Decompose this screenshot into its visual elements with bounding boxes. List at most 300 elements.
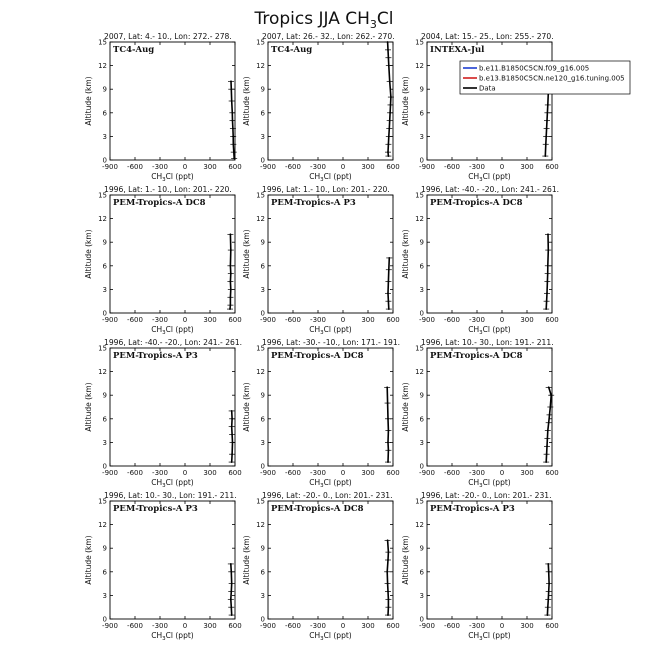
panel-title: 1996, Lat: 10.- 30., Lon: 191.- 211.: [104, 491, 237, 500]
x-tick-label: -300: [469, 316, 485, 324]
x-tick-label: -300: [152, 163, 168, 171]
plot-frame: [268, 348, 393, 466]
y-tick-label: 9: [260, 544, 265, 553]
y-tick-label: 0: [419, 309, 424, 318]
y-axis-label: Altitude (km): [84, 535, 93, 585]
panel-title: 2004, Lat: 15.- 25., Lon: 255.- 270.: [421, 32, 554, 41]
y-tick-label: 15: [415, 344, 424, 353]
chart-panel-9: [401, 338, 559, 489]
data-point: [547, 563, 549, 565]
data-point: [548, 571, 550, 573]
x-tick-label: -600: [285, 163, 301, 171]
x-axis-label: $CH_3Cl$ (ppt): [468, 172, 511, 183]
plot-frame: [427, 501, 552, 619]
x-tick-label: 300: [361, 163, 375, 171]
chart-panel-10: [84, 491, 242, 642]
data-point: [233, 151, 235, 153]
y-tick-label: 6: [260, 568, 265, 577]
data-point: [387, 442, 389, 444]
x-tick-label: -300: [310, 163, 326, 171]
data-point: [230, 563, 232, 565]
y-tick-label: 15: [98, 344, 107, 353]
y-tick-label: 0: [419, 615, 424, 624]
x-tick-label: 300: [203, 469, 217, 477]
legend-label: b.e11.B1850C5CN.f09_g16.005: [479, 64, 590, 73]
y-tick-label: 3: [260, 438, 265, 447]
data-point: [388, 257, 390, 259]
data-point: [547, 273, 549, 275]
x-tick-label: -600: [127, 469, 143, 477]
legend-label: Data: [479, 84, 496, 93]
data-point: [232, 442, 234, 444]
data-point: [550, 394, 552, 396]
panel-title: 1996, Lat: -40.- -20., Lon: 241.- 261.: [421, 185, 560, 194]
data-point: [546, 120, 548, 122]
data-point: [231, 583, 233, 585]
x-tick-label: 300: [520, 163, 534, 171]
x-tick-label: -900: [260, 469, 276, 477]
y-tick-label: 3: [419, 132, 424, 141]
y-tick-label: 15: [415, 497, 424, 506]
y-tick-label: 9: [419, 544, 424, 553]
campaign-label: PEM-Tropics-A DC8: [271, 504, 364, 514]
campaign-label: PEM-Tropics-A DC8: [113, 198, 206, 208]
x-tick-label: -300: [310, 316, 326, 324]
y-tick-label: 3: [260, 285, 265, 294]
y-tick-label: 3: [102, 285, 107, 294]
x-tick-label: 0: [182, 622, 188, 630]
x-tick-label: -300: [310, 622, 326, 630]
x-tick-label: 300: [520, 469, 534, 477]
panel-title: 1996, Lat: -20.- 0., Lon: 201.- 231.: [421, 491, 552, 500]
data-point: [231, 426, 233, 428]
y-tick-label: 0: [260, 156, 265, 165]
legend-label: b.e13.B1850C5CN.ne120_g16.tuning.005: [479, 74, 625, 83]
x-axis-label: $CH_3Cl$ (ppt): [309, 631, 352, 642]
y-axis-label: Altitude (km): [84, 229, 93, 279]
y-tick-label: 12: [256, 521, 265, 530]
y-tick-label: 15: [256, 497, 265, 506]
x-axis-label: $CH_3Cl$ (ppt): [468, 478, 511, 489]
data-point: [547, 281, 549, 283]
y-axis-label: Altitude (km): [401, 229, 410, 279]
x-tick-label: 300: [520, 622, 534, 630]
y-tick-label: 0: [102, 309, 107, 318]
data-point: [546, 300, 548, 302]
x-tick-label: 600: [228, 469, 242, 477]
y-tick-label: 3: [102, 132, 107, 141]
panel-title: 1996, Lat: 10.- 30., Lon: 191.- 211.: [421, 338, 554, 347]
y-tick-label: 6: [260, 109, 265, 118]
data-point: [548, 422, 550, 424]
x-tick-label: 600: [386, 163, 400, 171]
plot-frame: [268, 42, 393, 160]
y-tick-label: 3: [102, 438, 107, 447]
data-point: [232, 143, 234, 145]
data-point: [230, 598, 232, 600]
x-tick-label: -600: [285, 622, 301, 630]
data-point: [231, 434, 233, 436]
plot-frame: [427, 195, 552, 313]
data-point: [546, 445, 548, 447]
y-tick-label: 9: [102, 238, 107, 247]
data-point: [549, 414, 551, 416]
x-tick-label: 300: [361, 316, 375, 324]
x-tick-label: 600: [545, 316, 559, 324]
chart-panel-8: [242, 338, 400, 489]
campaign-label: PEM-Tropics-A DC8: [430, 198, 523, 208]
y-tick-label: 12: [415, 215, 424, 224]
data-point: [232, 120, 234, 122]
x-tick-label: 0: [499, 163, 505, 171]
x-tick-label: 300: [361, 622, 375, 630]
data-point: [230, 591, 232, 593]
y-tick-label: 0: [419, 462, 424, 471]
data-point: [547, 614, 549, 616]
y-tick-label: 15: [256, 38, 265, 47]
data-point: [548, 591, 550, 593]
data-point: [387, 49, 389, 51]
y-tick-label: 12: [98, 62, 107, 71]
data-point: [387, 292, 389, 294]
chart-panel-7: [84, 338, 242, 489]
y-tick-label: 3: [260, 132, 265, 141]
campaign-label: TC4-Aug: [113, 45, 155, 55]
legend: [460, 61, 630, 94]
x-tick-label: 600: [545, 469, 559, 477]
y-tick-label: 6: [102, 568, 107, 577]
x-tick-label: -300: [152, 469, 168, 477]
campaign-label: TC4-Aug: [271, 45, 313, 55]
data-point: [547, 112, 549, 114]
x-tick-label: 0: [340, 622, 346, 630]
plot-frame: [110, 348, 235, 466]
data-point: [387, 461, 389, 463]
plot-frame: [268, 501, 393, 619]
x-axis-label: $CH_3Cl$ (ppt): [151, 172, 194, 183]
chart-panel-5: [242, 185, 400, 336]
y-tick-label: 12: [415, 368, 424, 377]
y-tick-label: 9: [419, 238, 424, 247]
data-point: [229, 308, 231, 310]
data-point: [388, 598, 390, 600]
y-tick-label: 15: [256, 344, 265, 353]
x-axis-label: $CH_3Cl$ (ppt): [151, 631, 194, 642]
x-tick-label: -900: [419, 316, 435, 324]
data-point: [388, 300, 390, 302]
x-tick-label: 600: [545, 622, 559, 630]
x-tick-label: 600: [228, 622, 242, 630]
y-tick-label: 12: [256, 215, 265, 224]
panel-grid: [84, 32, 559, 642]
panel-title: 1996, Lat: 1.- 10., Lon: 201.- 220.: [104, 185, 232, 194]
y-tick-label: 12: [256, 368, 265, 377]
x-tick-label: 300: [520, 316, 534, 324]
x-tick-label: 0: [182, 163, 188, 171]
data-point: [231, 100, 233, 102]
y-tick-label: 9: [260, 391, 265, 400]
data-point: [388, 606, 390, 608]
y-tick-label: 0: [260, 309, 265, 318]
x-tick-label: 0: [340, 469, 346, 477]
data-point: [232, 128, 234, 130]
y-tick-label: 0: [419, 156, 424, 165]
y-tick-label: 9: [102, 85, 107, 94]
campaign-label: PEM-Tropics-A P3: [430, 504, 515, 514]
panel-title: 1996, Lat: 1.- 10., Lon: 201.- 220.: [262, 185, 390, 194]
y-tick-label: 3: [419, 438, 424, 447]
data-point: [547, 598, 549, 600]
data-point: [388, 65, 390, 67]
data-point: [545, 461, 547, 463]
chart-panel-2: [242, 32, 400, 183]
data-point: [231, 410, 233, 412]
x-tick-label: -900: [419, 622, 435, 630]
y-tick-label: 0: [102, 156, 107, 165]
y-axis-label: Altitude (km): [242, 535, 251, 585]
x-tick-label: -600: [127, 622, 143, 630]
data-point: [232, 136, 234, 138]
x-tick-label: -900: [260, 163, 276, 171]
y-tick-label: 15: [415, 38, 424, 47]
y-tick-label: 15: [415, 191, 424, 200]
data-profile-line: [388, 42, 391, 156]
x-tick-label: 300: [203, 622, 217, 630]
y-tick-label: 3: [419, 591, 424, 600]
y-tick-label: 6: [102, 415, 107, 424]
data-point: [388, 269, 390, 271]
data-point: [548, 386, 550, 388]
chart-panel-6: [401, 185, 559, 336]
data-profile-line: [546, 387, 551, 462]
y-axis-label: Altitude (km): [242, 229, 251, 279]
plot-frame: [427, 42, 552, 160]
plot-frame: [268, 195, 393, 313]
x-tick-label: 600: [545, 163, 559, 171]
data-point: [546, 292, 548, 294]
x-axis-label: $CH_3Cl$ (ppt): [309, 325, 352, 336]
x-tick-label: -900: [102, 316, 118, 324]
panel-title: 1996, Lat: -40.- -20., Lon: 241.- 261.: [104, 338, 243, 347]
chart-panel-1: [84, 32, 242, 183]
data-point: [230, 571, 232, 573]
y-tick-label: 6: [102, 109, 107, 118]
chart-panel-11: [242, 491, 400, 642]
y-tick-label: 12: [98, 368, 107, 377]
plot-frame: [110, 501, 235, 619]
data-point: [230, 273, 232, 275]
data-point: [390, 104, 392, 106]
data-point: [545, 143, 547, 145]
x-axis-label: $CH_3Cl$ (ppt): [151, 478, 194, 489]
y-tick-label: 15: [98, 38, 107, 47]
data-point: [386, 571, 388, 573]
x-axis-label: $CH_3Cl$ (ppt): [468, 325, 511, 336]
data-point: [547, 104, 549, 106]
x-tick-label: 600: [228, 316, 242, 324]
data-point: [233, 158, 235, 160]
data-point: [230, 289, 232, 291]
figure-title: Tropics JJA $CH_3Cl$: [254, 9, 394, 31]
y-tick-label: 12: [415, 521, 424, 530]
y-axis-label: Altitude (km): [84, 382, 93, 432]
x-axis-label: $CH_3Cl$ (ppt): [309, 172, 352, 183]
x-tick-label: 0: [340, 163, 346, 171]
x-tick-label: 600: [386, 316, 400, 324]
x-axis-label: $CH_3Cl$ (ppt): [151, 325, 194, 336]
y-tick-label: 3: [260, 591, 265, 600]
data-point: [389, 112, 391, 114]
data-point: [547, 430, 549, 432]
y-tick-label: 15: [98, 497, 107, 506]
x-tick-label: -600: [444, 469, 460, 477]
y-tick-label: 15: [98, 191, 107, 200]
data-point: [546, 128, 548, 130]
data-point: [231, 453, 233, 455]
y-tick-label: 9: [419, 391, 424, 400]
y-tick-label: 9: [260, 85, 265, 94]
x-tick-label: 600: [386, 622, 400, 630]
x-tick-label: -300: [152, 622, 168, 630]
y-axis-label: Altitude (km): [242, 76, 251, 126]
data-point: [544, 155, 546, 157]
chart-panel-3: [401, 32, 559, 183]
x-axis-label: $CH_3Cl$ (ppt): [309, 478, 352, 489]
panel-title: 1996, Lat: -30.- -10., Lon: 171.- 191.: [262, 338, 401, 347]
data-point: [549, 406, 551, 408]
y-tick-label: 6: [419, 109, 424, 118]
y-tick-label: 12: [256, 62, 265, 71]
campaign-label: PEM-Tropics-A DC8: [271, 351, 364, 361]
data-point: [386, 386, 388, 388]
x-tick-label: -900: [419, 163, 435, 171]
x-tick-label: 600: [228, 163, 242, 171]
data-point: [388, 449, 390, 451]
x-tick-label: -600: [285, 316, 301, 324]
data-point: [388, 430, 390, 432]
data-point: [548, 583, 550, 585]
data-point: [388, 57, 390, 59]
data-point: [230, 296, 232, 298]
x-tick-label: -900: [260, 622, 276, 630]
campaign-label: PEM-Tropics-A P3: [271, 198, 356, 208]
x-axis-label: $CH_3Cl$ (ppt): [468, 631, 511, 642]
x-tick-label: 600: [386, 469, 400, 477]
x-tick-label: -300: [469, 163, 485, 171]
x-tick-label: -300: [310, 469, 326, 477]
data-point: [388, 128, 390, 130]
data-point: [388, 551, 390, 553]
panel-title: 2007, Lat: 4.- 10., Lon: 272.- 278.: [104, 32, 232, 41]
y-tick-label: 12: [98, 521, 107, 530]
data-point: [387, 539, 389, 541]
data-point: [545, 308, 547, 310]
x-tick-label: 0: [499, 316, 505, 324]
y-axis-label: Altitude (km): [401, 382, 410, 432]
x-tick-label: -900: [102, 622, 118, 630]
y-tick-label: 0: [102, 462, 107, 471]
campaign-label: INTEXA-Jul: [430, 45, 485, 55]
data-point: [547, 249, 549, 251]
x-tick-label: -600: [127, 316, 143, 324]
x-tick-label: -600: [285, 469, 301, 477]
data-point: [387, 591, 389, 593]
data-point: [230, 88, 232, 90]
x-tick-label: 300: [203, 316, 217, 324]
data-point: [387, 151, 389, 153]
data-point: [230, 233, 232, 235]
data-point: [387, 559, 389, 561]
x-tick-label: -900: [102, 163, 118, 171]
data-point: [388, 143, 390, 145]
x-tick-label: -600: [127, 163, 143, 171]
y-tick-label: 0: [260, 462, 265, 471]
y-axis-label: Altitude (km): [84, 76, 93, 126]
y-tick-label: 12: [415, 62, 424, 71]
chart-panel-4: [84, 185, 242, 336]
x-tick-label: -600: [444, 163, 460, 171]
data-point: [231, 418, 233, 420]
y-tick-label: 9: [102, 391, 107, 400]
data-point: [231, 461, 233, 463]
data-point: [387, 583, 389, 585]
x-tick-label: -900: [260, 316, 276, 324]
y-tick-label: 15: [256, 191, 265, 200]
y-tick-label: 6: [260, 415, 265, 424]
y-tick-label: 3: [102, 591, 107, 600]
data-point: [546, 453, 548, 455]
data-point: [388, 155, 390, 157]
x-tick-label: -300: [469, 469, 485, 477]
plot-frame: [110, 42, 235, 160]
data-point: [390, 96, 392, 98]
data-point: [388, 308, 390, 310]
y-tick-label: 6: [419, 415, 424, 424]
data-point: [387, 614, 389, 616]
x-tick-label: -900: [419, 469, 435, 477]
y-tick-label: 9: [260, 238, 265, 247]
campaign-label: PEM-Tropics-A DC8: [430, 351, 523, 361]
data-point: [230, 281, 232, 283]
data-point: [547, 438, 549, 440]
x-tick-label: -600: [444, 622, 460, 630]
y-tick-label: 0: [102, 615, 107, 624]
x-tick-label: -300: [152, 316, 168, 324]
x-tick-label: 0: [340, 316, 346, 324]
plot-frame: [110, 195, 235, 313]
panel-title: 2007, Lat: 26.- 32., Lon: 262.- 270.: [262, 32, 395, 41]
panel-title: 1996, Lat: -20.- 0., Lon: 201.- 231.: [262, 491, 393, 500]
chart-panel-12: [401, 491, 559, 642]
data-point: [547, 265, 549, 267]
data-point: [230, 606, 232, 608]
data-point: [231, 614, 233, 616]
x-tick-label: -900: [102, 469, 118, 477]
data-point: [230, 80, 232, 82]
plot-frame: [427, 348, 552, 466]
data-point: [231, 112, 233, 114]
x-tick-label: -300: [469, 622, 485, 630]
data-point: [389, 120, 391, 122]
data-point: [387, 41, 389, 43]
x-tick-label: 300: [361, 469, 375, 477]
data-point: [388, 136, 390, 138]
data-point: [547, 233, 549, 235]
x-tick-label: 0: [499, 622, 505, 630]
y-axis-label: Altitude (km): [401, 76, 410, 126]
x-tick-label: 0: [182, 316, 188, 324]
data-point: [230, 265, 232, 267]
